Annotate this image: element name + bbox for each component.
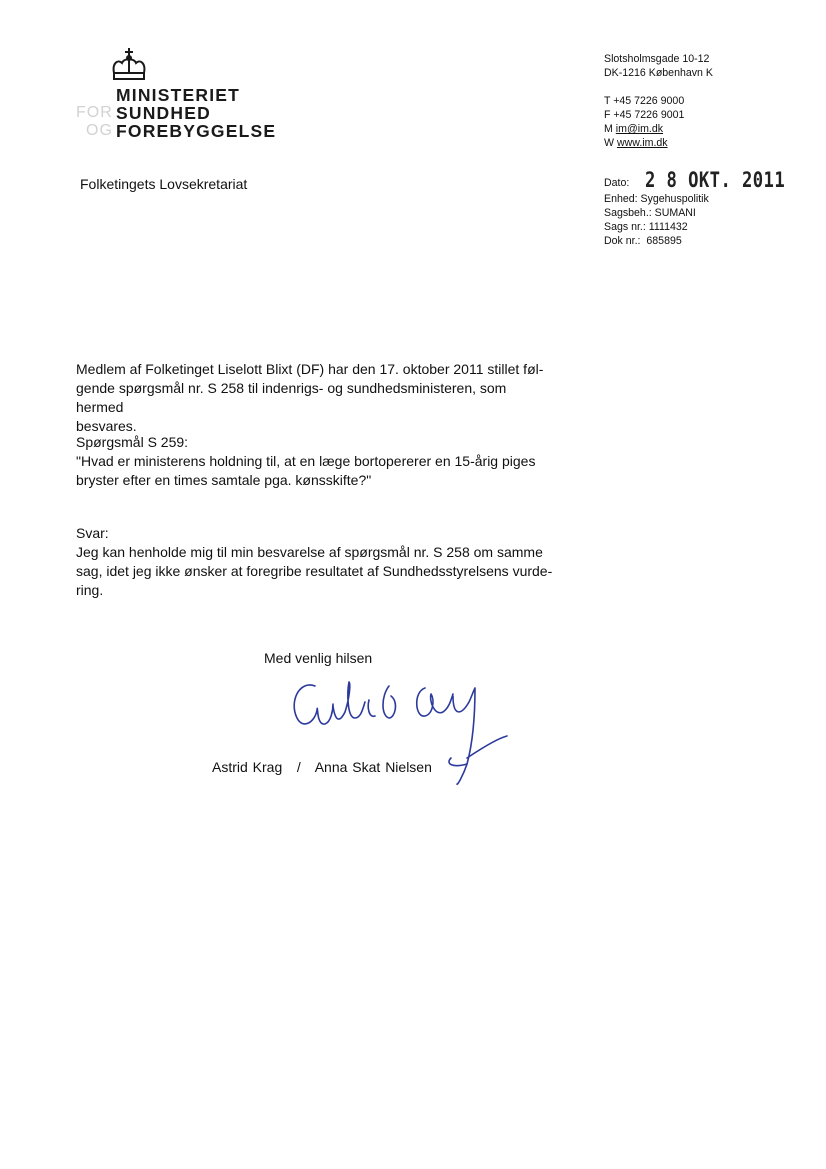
date-label: Dato: xyxy=(604,177,630,189)
case-number: Sags nr.: 1111432 xyxy=(604,221,688,233)
caseworker: Sagsbeh.: SUMANI xyxy=(604,207,696,219)
document-number: Dok nr.: 685895 xyxy=(604,235,682,247)
question-line: bryster efter en times samtale pga. kønsskifte?" xyxy=(76,472,372,488)
mail-prefix: M xyxy=(604,123,616,135)
logo-prefix-for: FOR xyxy=(76,104,113,121)
question-heading: Spørgsmål S 259: xyxy=(76,434,189,450)
logo-forebyggelse: FOREBYGGELSE xyxy=(116,121,277,141)
address-city: DK-1216 København K xyxy=(604,67,713,79)
logo-sundhed: SUNDHED xyxy=(116,103,211,123)
intro-line: gende spørgsmål nr. S 258 til indenrigs- og sundhedsministeren, som hermed xyxy=(76,380,507,415)
address-web-row xyxy=(604,136,668,150)
date-stamp: 2 8 OKT. 2011 xyxy=(645,168,786,192)
answer-line: sag, idet jeg ikke ønsker at foregribe resultatet af Sundhedsstyrelsens vurde- xyxy=(76,563,553,579)
unit: Enhed: Sygehuspolitik xyxy=(604,193,709,205)
recipient: Folketingets Lovsekretariat xyxy=(80,176,248,192)
answer-block xyxy=(76,524,556,600)
address-street: Slotsholmsgade 10-12 xyxy=(604,53,710,65)
intro-line: besvares. xyxy=(76,418,137,434)
intro-line: Medlem af Folketinget Liselott Blixt (DF) har den 17. oktober 2011 stillet føl- xyxy=(76,361,544,377)
question-block xyxy=(76,433,556,490)
answer-line: Jeg kan henholde mig til min besvarelse af spørgsmål nr. S 258 om samme xyxy=(76,544,543,560)
logo-prefix-og: OG xyxy=(86,122,113,139)
web-link[interactable]: www.im.dk xyxy=(616,137,668,149)
answer-line: ring. xyxy=(76,582,104,598)
signers: Astrid Krag / Anna Skat Nielsen xyxy=(212,759,432,775)
address-mail-row xyxy=(604,122,663,136)
crown-icon xyxy=(108,47,150,83)
address-phone: T +45 7226 9000 xyxy=(604,95,685,107)
intro-paragraph xyxy=(76,360,556,436)
closing-greeting: Med venlig hilsen xyxy=(264,650,373,666)
logo-ministeriet: MINISTERIET xyxy=(116,85,241,105)
answer-heading: Svar: xyxy=(76,525,109,541)
address-fax: F +45 7226 9001 xyxy=(604,109,685,121)
web-prefix: W xyxy=(604,137,617,149)
mail-link[interactable]: im@im.dk xyxy=(615,123,664,135)
question-line: "Hvad er ministerens holdning til, at en læge bortopererer en 15-årig piges xyxy=(76,453,536,469)
